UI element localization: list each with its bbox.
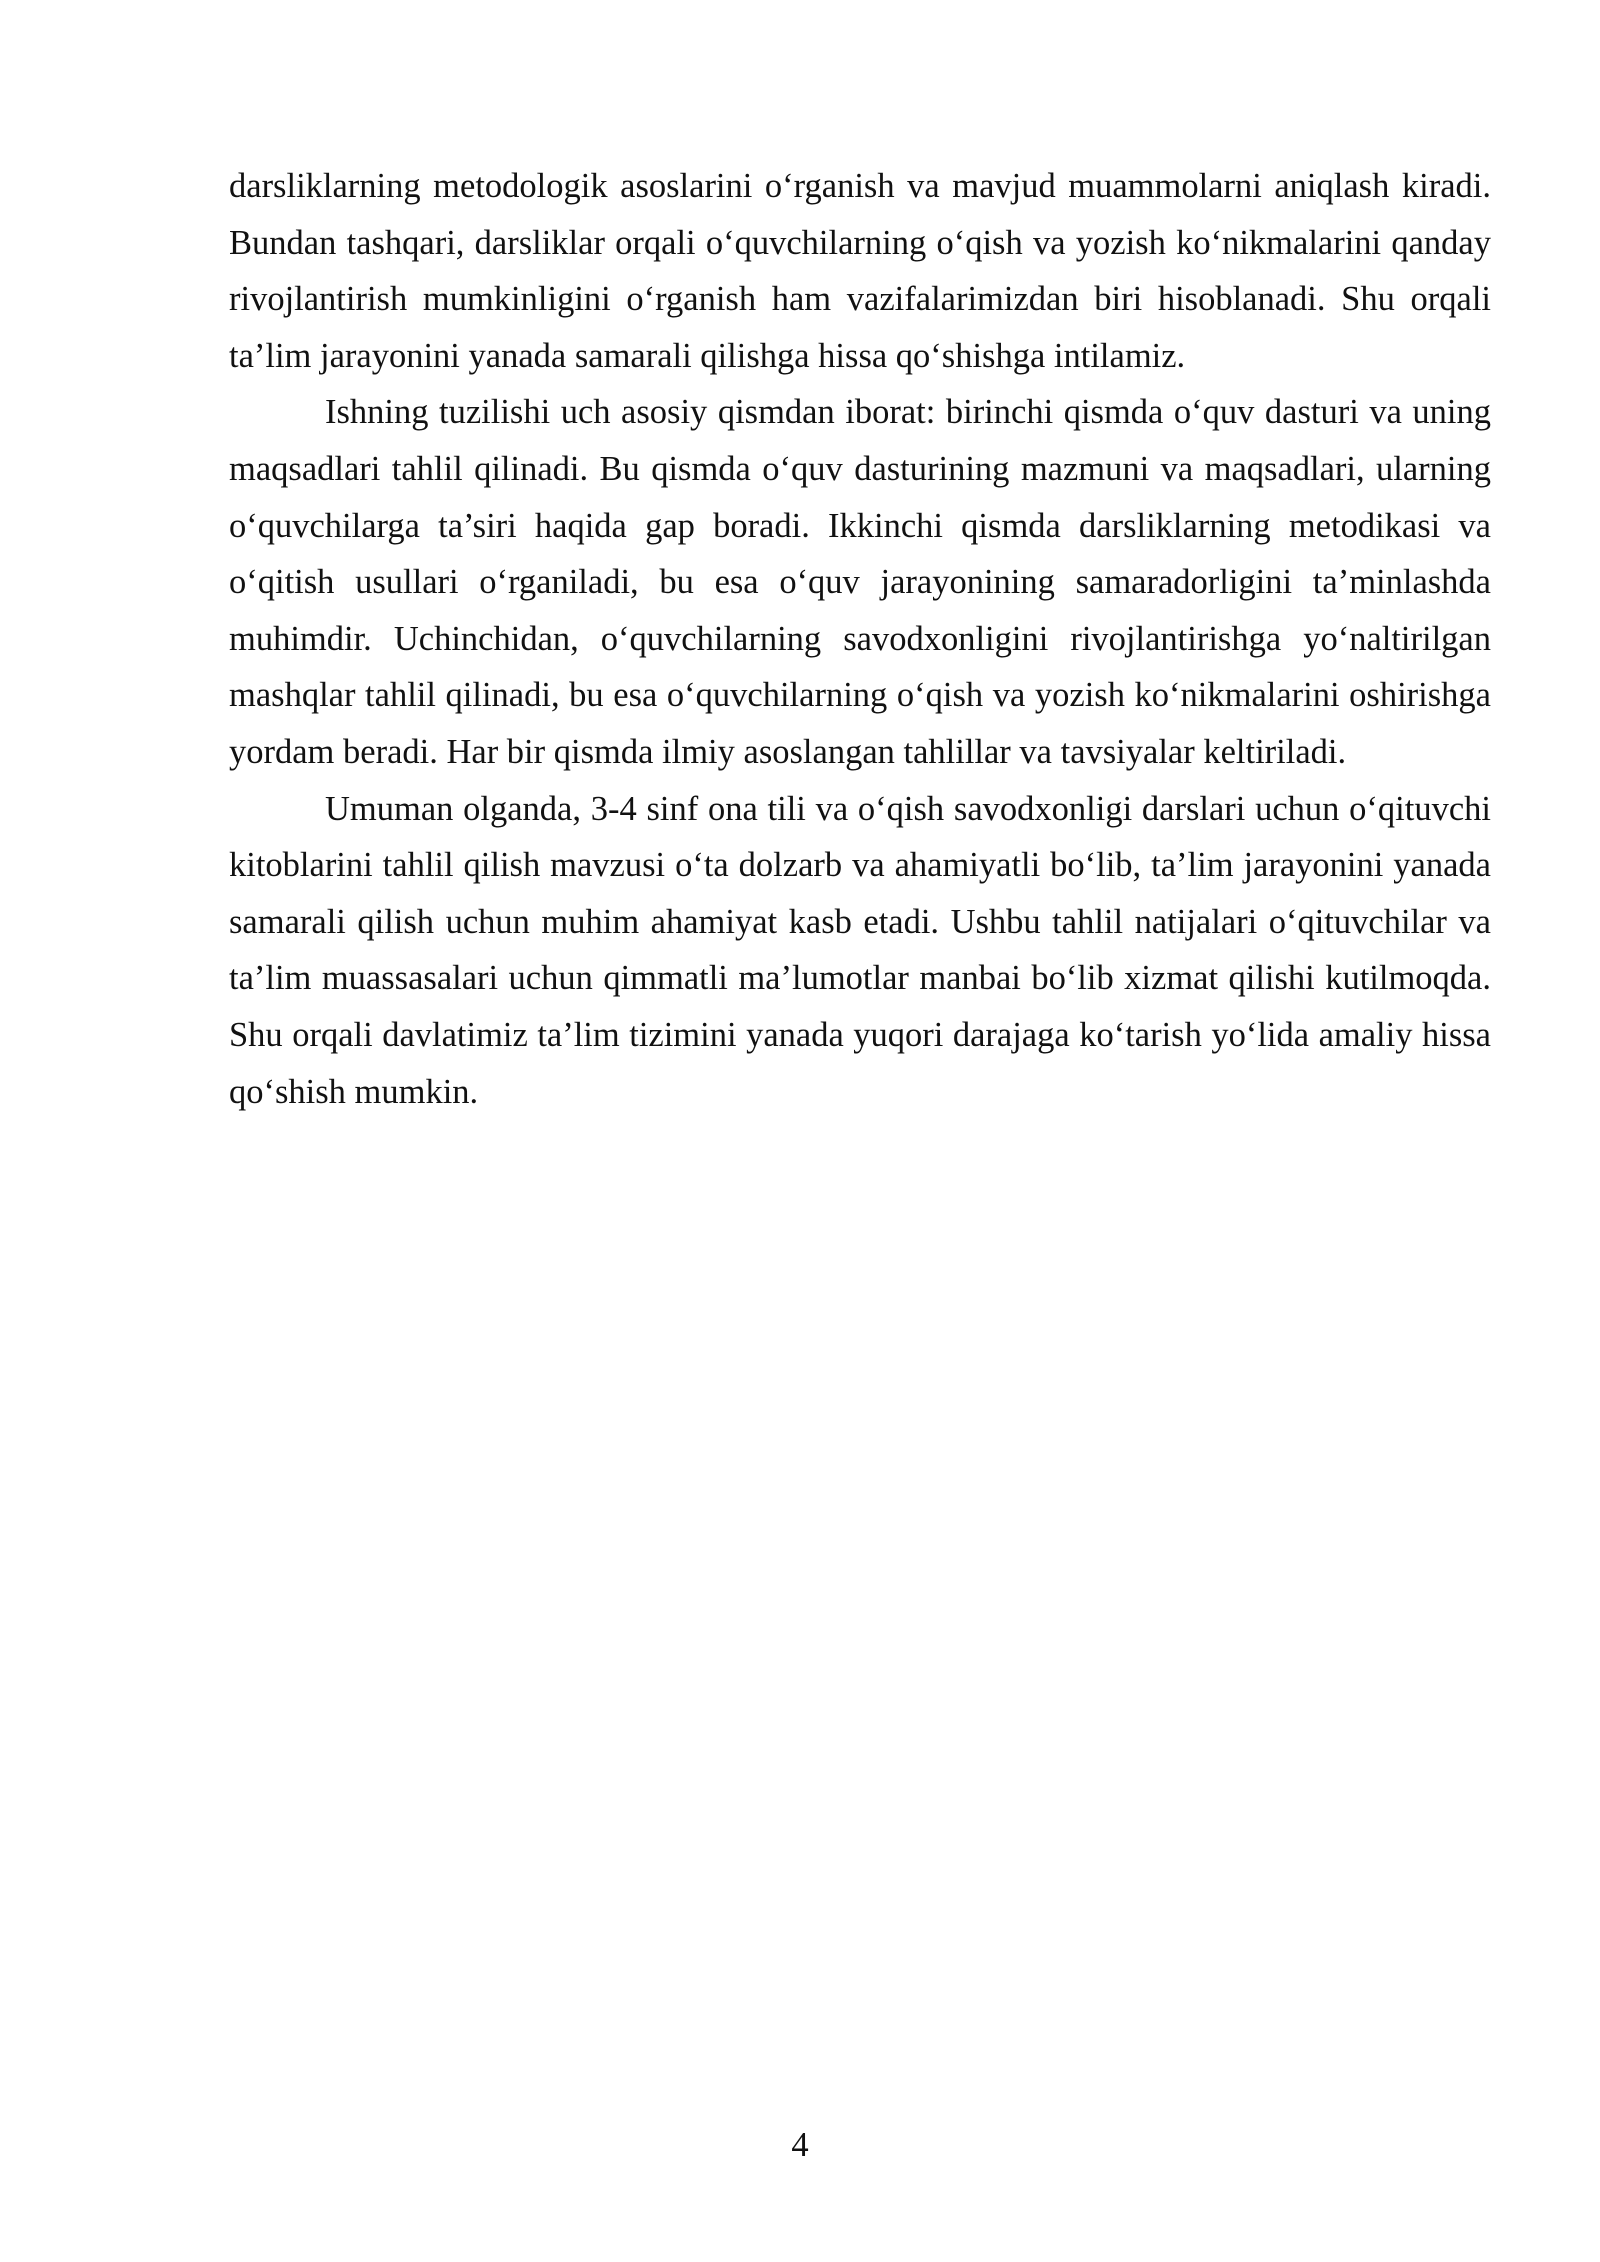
paragraph-continuation: darsliklarning metodologik asoslarini o‘rganish va mavjud muammolarni aniqlash kiradi. Bundan tashqari, darsliklar orqali o‘quvchilarning o‘qish va yozish ko‘nikmalarini qanday rivojlantirish mumkinligini o‘rganish ham vazifalarimizdan biri hisoblanadi. Shu orqali ta’lim jarayonini yanada samarali qilishga hissa qo‘shishga intilamiz. bbox=[229, 167, 1491, 375]
paragraph-structure: Ishning tuzilishi uch asosiy qismdan iborat: birinchi qismda o‘quv dasturi va uning maqsadlari tahlil qilinadi. Bu qismda o‘quv dasturining mazmuni va maqsadlari, ularning o‘quvchilarga ta’siri haqida gap boradi. Ikkinchi qismda darsliklarning metodikasi va o‘qitish usullari o‘rganiladi, bu esa o‘quv jarayonining samaradorligini ta’minlashda muhimdir. Uchinchidan, o‘quvchilarning savodxonligini rivojlantirishga yo‘naltirilgan mashqlar tahlil qilinadi, bu esa o‘quvchilarning o‘qish va yozish ko‘nikmalarini oshirishga yordam beradi. Har bir qismda ilmiy asoslangan tahlillar va tavsiyalar keltiriladi. bbox=[229, 393, 1491, 771]
page-number: 4 bbox=[791, 2126, 809, 2164]
paragraph-conclusion: Umuman olganda, 3-4 sinf ona tili va o‘qish savodxonligi darslari uchun o‘qituvchi kitoblarini tahlil qilish mavzusi o‘ta dolzarb va ahamiyatli bo‘lib, ta’lim jarayonini yanada samarali qilish uchun muhim ahamiyat kasb etadi. Ushbu tahlil natijalari o‘qituvchilar va ta’lim muassasalari uchun qimmatli ma’lumotlar manbai bo‘lib xizmat qilishi kutilmoqda. Shu orqali davlatimiz ta’lim tizimini yanada yuqori darajaga ko‘tarish yo‘lida amaliy hissa qo‘shish mumkin. bbox=[229, 789, 1491, 1111]
body-text bbox=[229, 158, 1491, 1120]
